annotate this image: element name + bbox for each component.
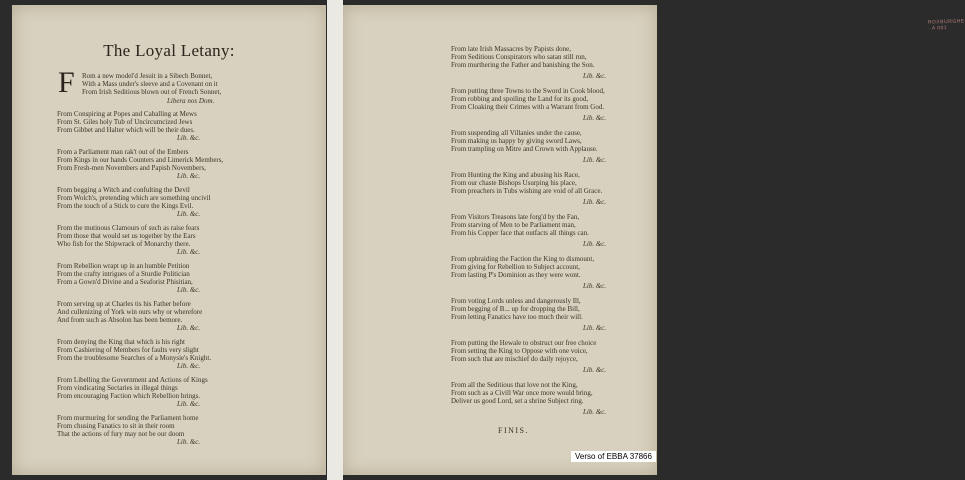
- verse-line: And cullenizing of York win ours why or wherefore: [57, 308, 203, 316]
- verse-line: From Cashiering of Members for faults very slight: [57, 346, 199, 354]
- verse-line: From vindicating Sectaries in illegal things: [57, 384, 178, 392]
- verse-line: From Kings in our hands Counters and Limerick Members,: [57, 156, 224, 164]
- verse-line: From voting Lords unless and dangerously Ill,: [451, 297, 581, 305]
- library-stamp: ROXBURGHE · A 001: [927, 18, 965, 32]
- latin-refrain: Libera nos Dom.: [167, 97, 215, 105]
- refrain: Lib. &c.: [177, 362, 201, 370]
- verse-line: Who fish for the Shipwrack of Monarchy there.: [57, 240, 191, 248]
- verse-line: From lasting P's Dominion as they were wont.: [451, 271, 581, 279]
- verse-line: From denying the King that which is his right: [57, 338, 185, 346]
- verse-line: From such that are mischief do daily rejoyce,: [451, 355, 578, 363]
- verse-line: From late Irish Massacres by Papists done,: [451, 45, 571, 53]
- refrain: Lib. &c.: [177, 400, 201, 408]
- verse-line: From Seditious Conspirators who satan still run,: [451, 53, 587, 61]
- verse-line: From letting Fanatics have too much their will.: [451, 313, 583, 321]
- finis-mark: FINIS.: [498, 426, 530, 435]
- verse-line: Deliver us good Lord, set a shrine Subject ring.: [451, 397, 584, 405]
- refrain: Lib. &c.: [177, 210, 201, 218]
- refrain: Lib. &c.: [177, 438, 201, 446]
- verse-line: From Conspiring at Popes and Caballing at Mews: [57, 110, 197, 118]
- verse-line: From murthering the Father and banishing the Son.: [451, 61, 595, 69]
- refrain: Lib. &c.: [177, 286, 201, 294]
- verse-line: From giving for Rebellion to Subject account,: [451, 263, 580, 271]
- verse-line: From the troublesome Searches of a Monysie's Knight.: [57, 354, 212, 362]
- refrain: Lib. &c.: [583, 198, 607, 206]
- left-page: [12, 5, 326, 475]
- refrain: Lib. &c.: [583, 282, 607, 290]
- verse-line: From Cloaking their Crimes with a Warrant from God.: [451, 103, 605, 111]
- verse-line: From setting the King to Oppose with one voice,: [451, 347, 588, 355]
- drop-cap: F: [58, 66, 75, 99]
- verse-line: From his Copper face that outfacts all things can.: [451, 229, 589, 237]
- verse-line: From Hunting the King and abusing his Race,: [451, 171, 580, 179]
- verse-line: From begging of B... up for dropping the Bill,: [451, 305, 580, 313]
- verse-line: With a Mass under's sleeve and a Covenant on it: [82, 80, 218, 88]
- verse-line: From starving of Men to be Parliament man,: [451, 221, 576, 229]
- verse-line: From upbraiding the Faction the King to dismount,: [451, 255, 595, 263]
- verse-line: From St. Giles holy Tub of Uncircumcized Jews: [57, 118, 193, 126]
- verse-line: From all the Seditious that love not the King,: [451, 381, 578, 389]
- refrain: Lib. &c.: [177, 248, 201, 256]
- verse-line: From our chaste Bishops Usurping his place,: [451, 179, 577, 187]
- refrain: Lib. &c.: [583, 72, 607, 80]
- verse-line: From the touch of a Stick to cure the Kings Evil.: [57, 202, 194, 210]
- verse-line: From the mutinous Clamours of such as raise fears: [57, 224, 200, 232]
- verse-line: From chusing Fanatics to sit in their room: [57, 422, 175, 430]
- verse-line: From encouraging Faction which Rebellion brings.: [57, 392, 201, 400]
- ballad-title: The Loyal Letany:: [103, 41, 235, 60]
- refrain: Lib. &c.: [583, 324, 607, 332]
- verse-line: From Libelling the Government and Actions of Kings: [57, 376, 208, 384]
- refrain: Lib. &c.: [583, 156, 607, 164]
- verse-line: From Wolch's, pretending which are something uncivil: [57, 194, 211, 202]
- verse-line: From Fresh-men Novembers and Papish Novembers,: [57, 164, 206, 172]
- right-page: [343, 5, 965, 475]
- page-divider: [327, 0, 343, 480]
- verse-line: From serving up at Charles tis his Father before: [57, 300, 191, 308]
- verse-line: From making us happy by giving sword Laws,: [451, 137, 582, 145]
- verse-line: From a Gown'd Divine and a Seaforist Phisitian,: [57, 278, 193, 286]
- verse-line: From putting three Towns to the Sword in Cook blood,: [451, 87, 605, 95]
- verse-line: From suspending all Villanies under the cause,: [451, 129, 582, 137]
- refrain: Lib. &c.: [583, 240, 607, 248]
- verse-line: Rom a new model'd Jesuit in a Sibech Bonnet,: [82, 72, 213, 80]
- verse-line: From Visitors Treasons late forg'd by the Fan,: [451, 213, 580, 221]
- verse-line: From Rebellion wrapt up in an humble Petition: [57, 262, 190, 270]
- verse-line: From robbing and spoiling the Land for its good,: [451, 95, 589, 103]
- verse-line: From Irish Seditious blown out of French Sonnet,: [82, 88, 222, 96]
- refrain: Lib. &c.: [177, 134, 201, 142]
- image-caption: Verso of EBBA 37866: [571, 451, 656, 462]
- verse-line: From trampling on Mitre and Crown with Applause.: [451, 145, 598, 153]
- verse-line: From putting the Hewale to obstruct our free choice: [451, 339, 597, 347]
- refrain: Lib. &c.: [583, 366, 607, 374]
- refrain: Lib. &c.: [177, 324, 201, 332]
- refrain: Lib. &c.: [583, 408, 607, 416]
- verse-line: From those that would set us together by the Ears: [57, 232, 196, 240]
- verse-line: From a Parliament man rak't out of the Embers: [57, 148, 189, 156]
- verse-line: From the crafty intrigues of a Sturdie Politician: [57, 270, 190, 278]
- verse-line: From preachers in Tubs wishing are void of all Grace.: [451, 187, 603, 195]
- verse-line: From murmuring for sending the Parliament home: [57, 414, 199, 422]
- verse-line: That the actions of fury may not be our doom: [57, 430, 185, 438]
- verse-line: From such as a Civill War once more would bring,: [451, 389, 593, 397]
- verse-line: And from such as Absolon has been bemore.: [57, 316, 183, 324]
- refrain: Lib. &c.: [583, 114, 607, 122]
- refrain: Lib. &c.: [177, 172, 201, 180]
- verse-line: From begging a Witch and confulting the Devil: [57, 186, 190, 194]
- verse-line: From Gibbet and Halter which will be their dues.: [57, 126, 195, 134]
